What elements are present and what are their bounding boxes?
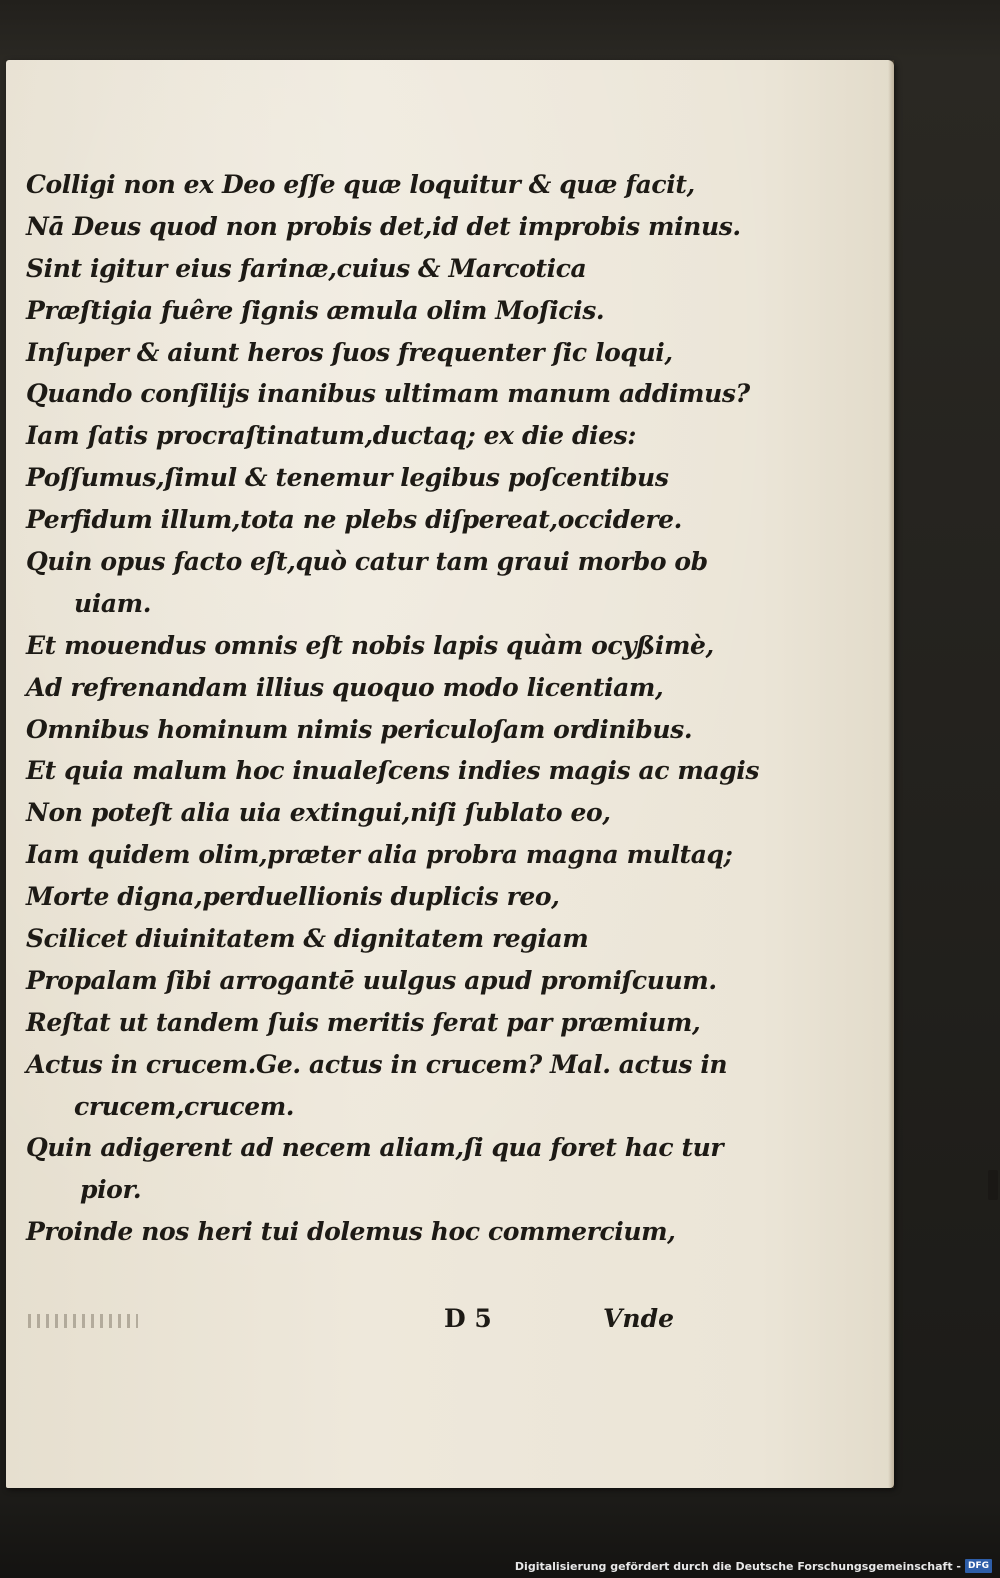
credit-text: Digitalisierung gefördert durch die Deutsche Forschungsgemeinschaft - [514, 1559, 961, 1573]
text-line: Nā Deus quod non probis det,id det improbis minus. [26, 211, 741, 241]
text-line: Perfidum illum,tota ne plebs diſpereat,occidere. [26, 505, 682, 535]
text-line: Quando conſilijs inanibus ultimam manum addimus? [26, 379, 750, 409]
text-line: Iam ſatis procraſtinatum,ductaq; ex die dies: [26, 421, 637, 451]
signature-mark: D 5 [444, 1304, 492, 1333]
text-line: Proinde nos heri tui dolemus hoc commercium, [26, 1217, 676, 1247]
text-line: Non poteſt alia uia extingui,niſi ſublato eo, [26, 798, 611, 828]
text-line: Reſtat ut tandem ſuis meritis ferat par præmium, [26, 1007, 701, 1037]
smudge-mark [28, 1314, 138, 1328]
text-line: Actus in crucem.Ge. actus in crucem? Mal. actus in [26, 1049, 728, 1079]
text-line: Propalam ſibi arrogantē uulgus apud promiſcuum. [26, 965, 717, 995]
text-line: Sint igitur eius farinæ,cuius & Marcotica [26, 253, 587, 283]
text-line: Quin opus facto eſt,quò catur tam graui morbo ob [26, 547, 708, 577]
text-line: Et quia malum hoc inualeſcens indies magis ac magis [26, 756, 760, 786]
text-line: Colligi non ex Deo eſſe quæ loquitur & quæ facit, [26, 170, 695, 199]
text-line: Quin adigerent ad necem aliam,ſi qua foret hac tur [26, 1133, 724, 1163]
text-line: Scilicet diuinitatem & dignitatem regiam [26, 924, 589, 954]
text-line: Morte digna,perduellionis duplicis reo, [26, 882, 560, 912]
catchword: Vnde [603, 1304, 674, 1333]
page-footer [444, 1304, 674, 1344]
text-line-continuation: crucem,crucem. [74, 1091, 295, 1121]
text-line: Ad refrenandam illius quoquo modo licentiam, [26, 672, 664, 702]
digitization-credit [515, 1558, 992, 1574]
page-edge-shadow [888, 60, 894, 1488]
text-line: Et mouendus omnis eſt nobis lapis quàm ocyßimè, [26, 630, 714, 660]
text-line: Omnibus hominum nimis periculoſam ordinibus. [26, 714, 693, 744]
text-line: Poſſumus,ſimul & tenemur legibus poſcentibus [26, 463, 669, 493]
text-line-continuation: uiam. [74, 588, 152, 618]
text-line-continuation: pior. [80, 1175, 142, 1205]
dfg-logo: DFG [965, 1559, 992, 1573]
verse-text [26, 164, 760, 1253]
margin-clip-mark [988, 1170, 998, 1200]
text-line: Inſuper & aiunt heros ſuos frequenter ſic loqui, [26, 337, 673, 367]
book-page [6, 60, 894, 1488]
text-line: Præſtigia fuêre ſignis æmula olim Moſicis. [26, 295, 605, 325]
text-line: Iam quidem olim,præter alia probra magna multaq; [26, 840, 733, 870]
